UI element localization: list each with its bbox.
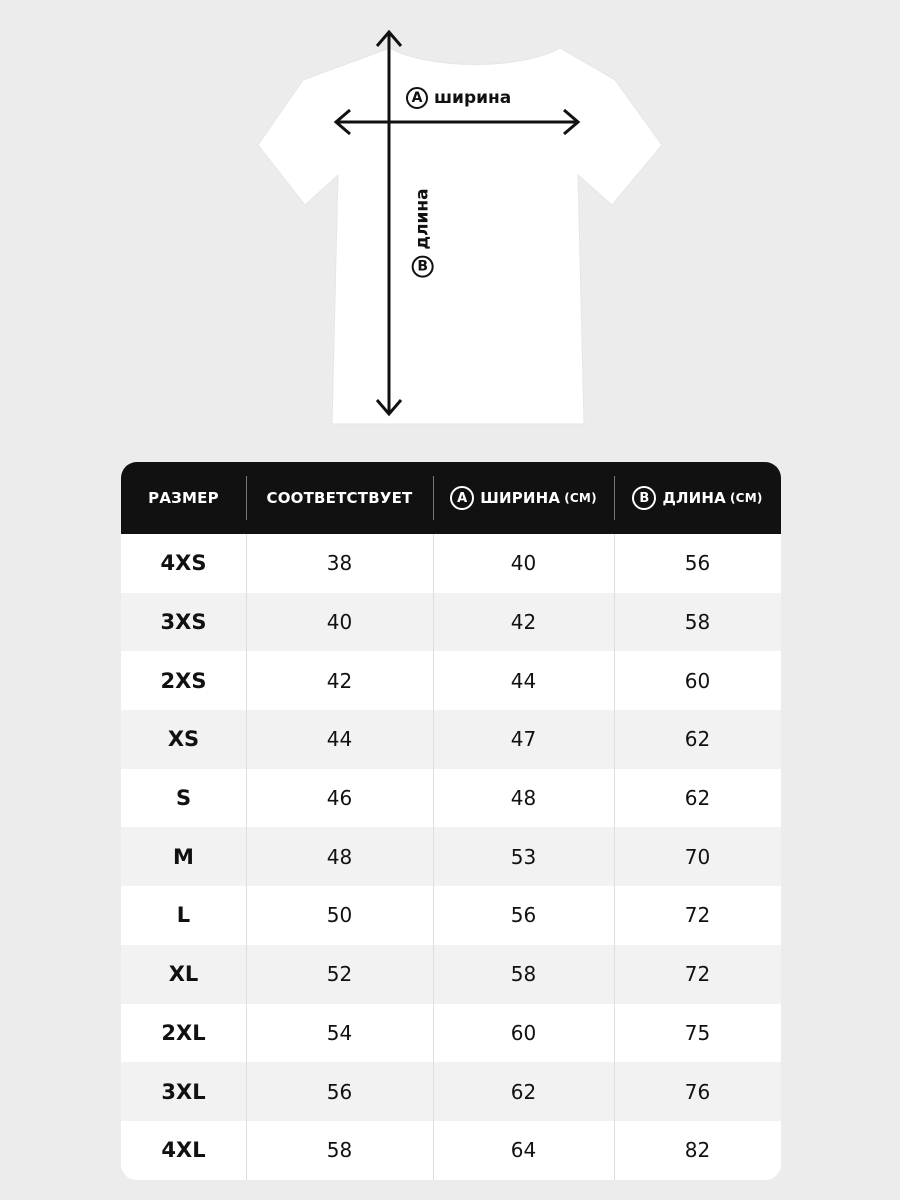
header-length-unit: (СМ) — [730, 491, 763, 505]
cell-width: 44 — [433, 651, 614, 710]
cell-corresponds: 50 — [246, 886, 433, 945]
cell-width: 62 — [433, 1062, 614, 1121]
cell-length: 72 — [614, 886, 781, 945]
cell-corresponds: 56 — [246, 1062, 433, 1121]
table-row — [121, 593, 781, 652]
cell-size: S — [175, 786, 192, 811]
cell-corresponds: 48 — [246, 827, 433, 886]
table-row — [121, 651, 781, 710]
cell-size: L — [176, 903, 191, 928]
cell-corresponds: 52 — [246, 945, 433, 1004]
cell-corresponds: 44 — [246, 710, 433, 769]
cell-corresponds: 46 — [246, 769, 433, 828]
length-label — [412, 188, 434, 277]
cell-size: 4XS — [160, 551, 207, 576]
cell-corresponds: 42 — [246, 651, 433, 710]
width-label-text: ширина — [434, 88, 512, 108]
cell-length: 70 — [614, 827, 781, 886]
table-body — [121, 534, 781, 1180]
cell-size: 3XL — [161, 1079, 206, 1104]
cell-length: 56 — [614, 534, 781, 593]
table-row — [121, 710, 781, 769]
cell-size: 2XL — [161, 1020, 206, 1045]
header-corresponds-text: СООТВЕТСТВУЕТ — [266, 489, 413, 507]
cell-width: 40 — [433, 534, 614, 593]
table-row — [121, 886, 781, 945]
table-header — [121, 462, 781, 534]
cell-size: 2XS — [160, 668, 207, 693]
cell-corresponds: 40 — [246, 593, 433, 652]
tshirt-diagram — [0, 0, 900, 450]
cell-length: 82 — [614, 1121, 781, 1180]
cell-width: 64 — [433, 1121, 614, 1180]
cell-size: XL — [168, 962, 199, 987]
cell-corresponds: 38 — [246, 534, 433, 593]
header-length — [614, 462, 781, 534]
cell-corresponds: 54 — [246, 1004, 433, 1063]
header-length-badge: B — [632, 486, 656, 510]
size-table — [121, 462, 781, 1180]
table-row — [121, 1121, 781, 1180]
header-size — [121, 462, 246, 534]
cell-width: 53 — [433, 827, 614, 886]
cell-size: XS — [167, 727, 200, 752]
cell-length: 60 — [614, 651, 781, 710]
length-label-text: длина — [412, 188, 433, 250]
cell-length: 72 — [614, 945, 781, 1004]
header-length-text: ДЛИНА — [662, 489, 726, 507]
cell-length: 75 — [614, 1004, 781, 1063]
length-letter-badge: B — [412, 256, 434, 278]
cell-width: 60 — [433, 1004, 614, 1063]
cell-length: 76 — [614, 1062, 781, 1121]
cell-size: M — [173, 844, 194, 869]
cell-width: 56 — [433, 886, 614, 945]
table-row — [121, 534, 781, 593]
header-corresponds — [246, 462, 433, 534]
width-label — [406, 87, 511, 109]
cell-width: 42 — [433, 593, 614, 652]
tshirt-illustration — [0, 0, 900, 450]
table-row — [121, 769, 781, 828]
cell-width: 58 — [433, 945, 614, 1004]
header-size-text: РАЗМЕР — [148, 489, 219, 507]
header-width — [433, 462, 614, 534]
width-letter-badge: A — [406, 87, 428, 109]
header-width-unit: (СМ) — [564, 491, 597, 505]
cell-width: 47 — [433, 710, 614, 769]
cell-length: 62 — [614, 769, 781, 828]
table-row — [121, 945, 781, 1004]
cell-corresponds: 58 — [246, 1121, 433, 1180]
header-width-badge: A — [450, 486, 474, 510]
table-row — [121, 1004, 781, 1063]
cell-length: 58 — [614, 593, 781, 652]
cell-length: 62 — [614, 710, 781, 769]
table-row — [121, 1062, 781, 1121]
cell-width: 48 — [433, 769, 614, 828]
table-row — [121, 827, 781, 886]
header-width-text: ШИРИНА — [480, 489, 561, 507]
cell-size: 4XL — [161, 1138, 206, 1163]
cell-size: 3XS — [160, 610, 207, 635]
